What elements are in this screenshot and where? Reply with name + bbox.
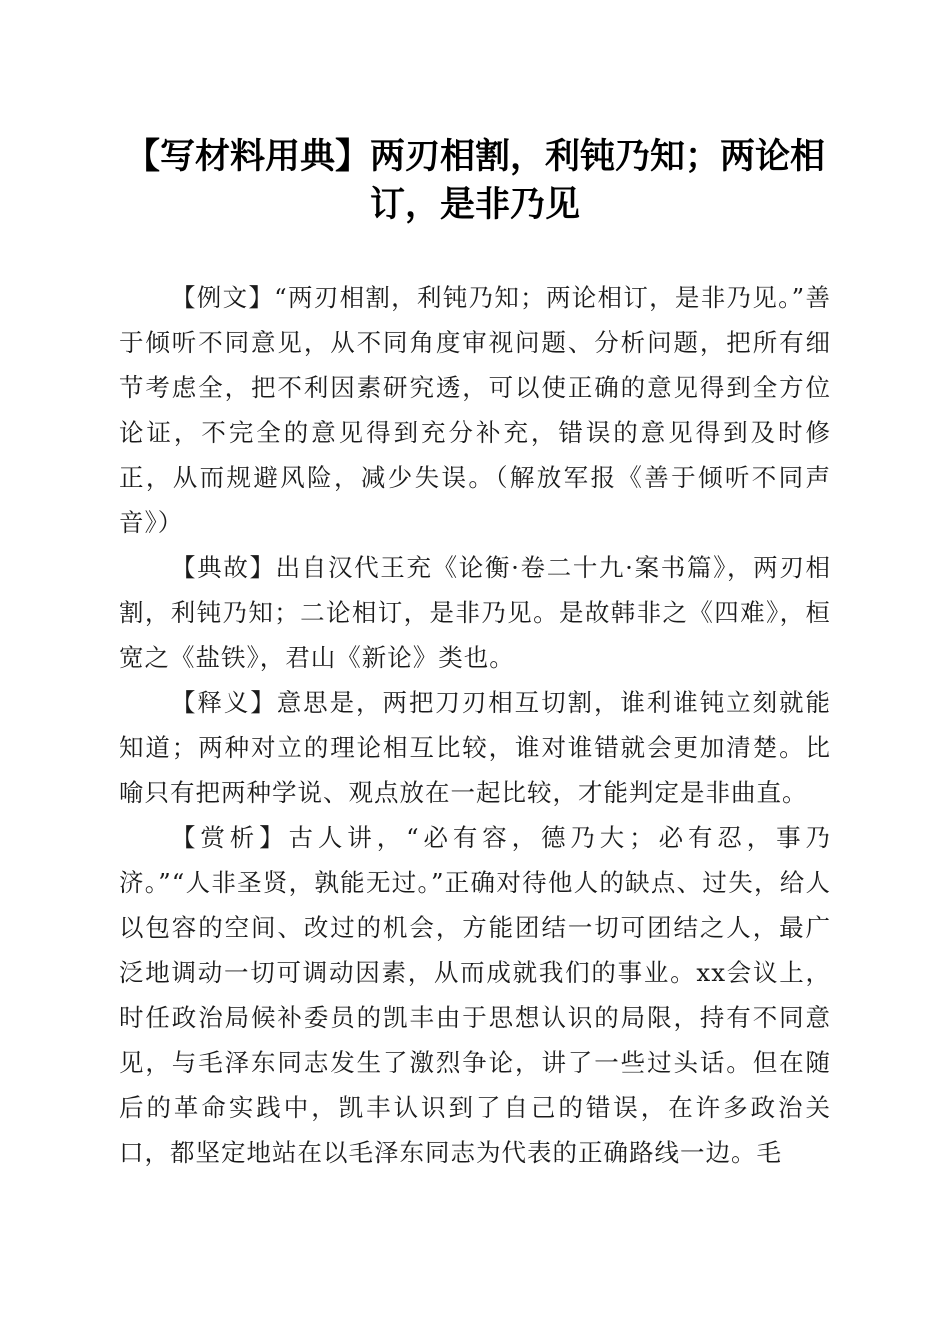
- paragraph-appreciation: 【赏析】古人讲，“必有容，德乃大；必有忍，事乃济。”“人非圣贤，孰能无过。”正确对待他人的缺点、过失，给人以包容的空间、改过的机会，方能团结一切可团结之人，最广泛地调动一切可调动因素，从而成就我们的事业。xx会议上，时任政治局候补委员的凯丰由于思想认识的局限，持有不同意见，与毛泽东同志发生了激烈争论，讲了一些过头话。但在随后的革命实践中，凯丰认识到了自己的错误，在许多政治关口，都坚定地站在以毛泽东同志为代表的正确路线一边。毛: [119, 823, 831, 1167]
- paragraph-example: 【例文】“两刃相割，利钝乃知；两论相订，是非乃见。”善于倾听不同意见，从不同角度审视问题、分析问题，把所有细节考虑全，把不利因素研究透，可以使正确的意见得到全方位论证，不完全的意见得到充分补充，错误的意见得到及时修正，从而规避风险，减少失误。（解放军报《善于倾听不同声音》）: [119, 283, 831, 537]
- document-body: [119, 275, 831, 1175]
- paragraph-meaning: 【释义】意思是，两把刀刃相互切割，谁利谁钝立刻就能知道；两种对立的理论相互比较，谁对谁错就会更加清楚。比喻只有把两种学说、观点放在一起比较，才能判定是非曲直。: [119, 688, 831, 807]
- paragraph-allusion: 【典故】出自汉代王充《论衡·卷二十九·案书篇》，两刃相割，利钝乃知；二论相订，是非乃见。是故韩非之《四难》，桓宽之《盐铁》，君山《新论》类也。: [119, 553, 831, 672]
- document-title: 【写材料用典】两刃相割，利钝乃知；两论相订，是非乃见: [124, 136, 825, 225]
